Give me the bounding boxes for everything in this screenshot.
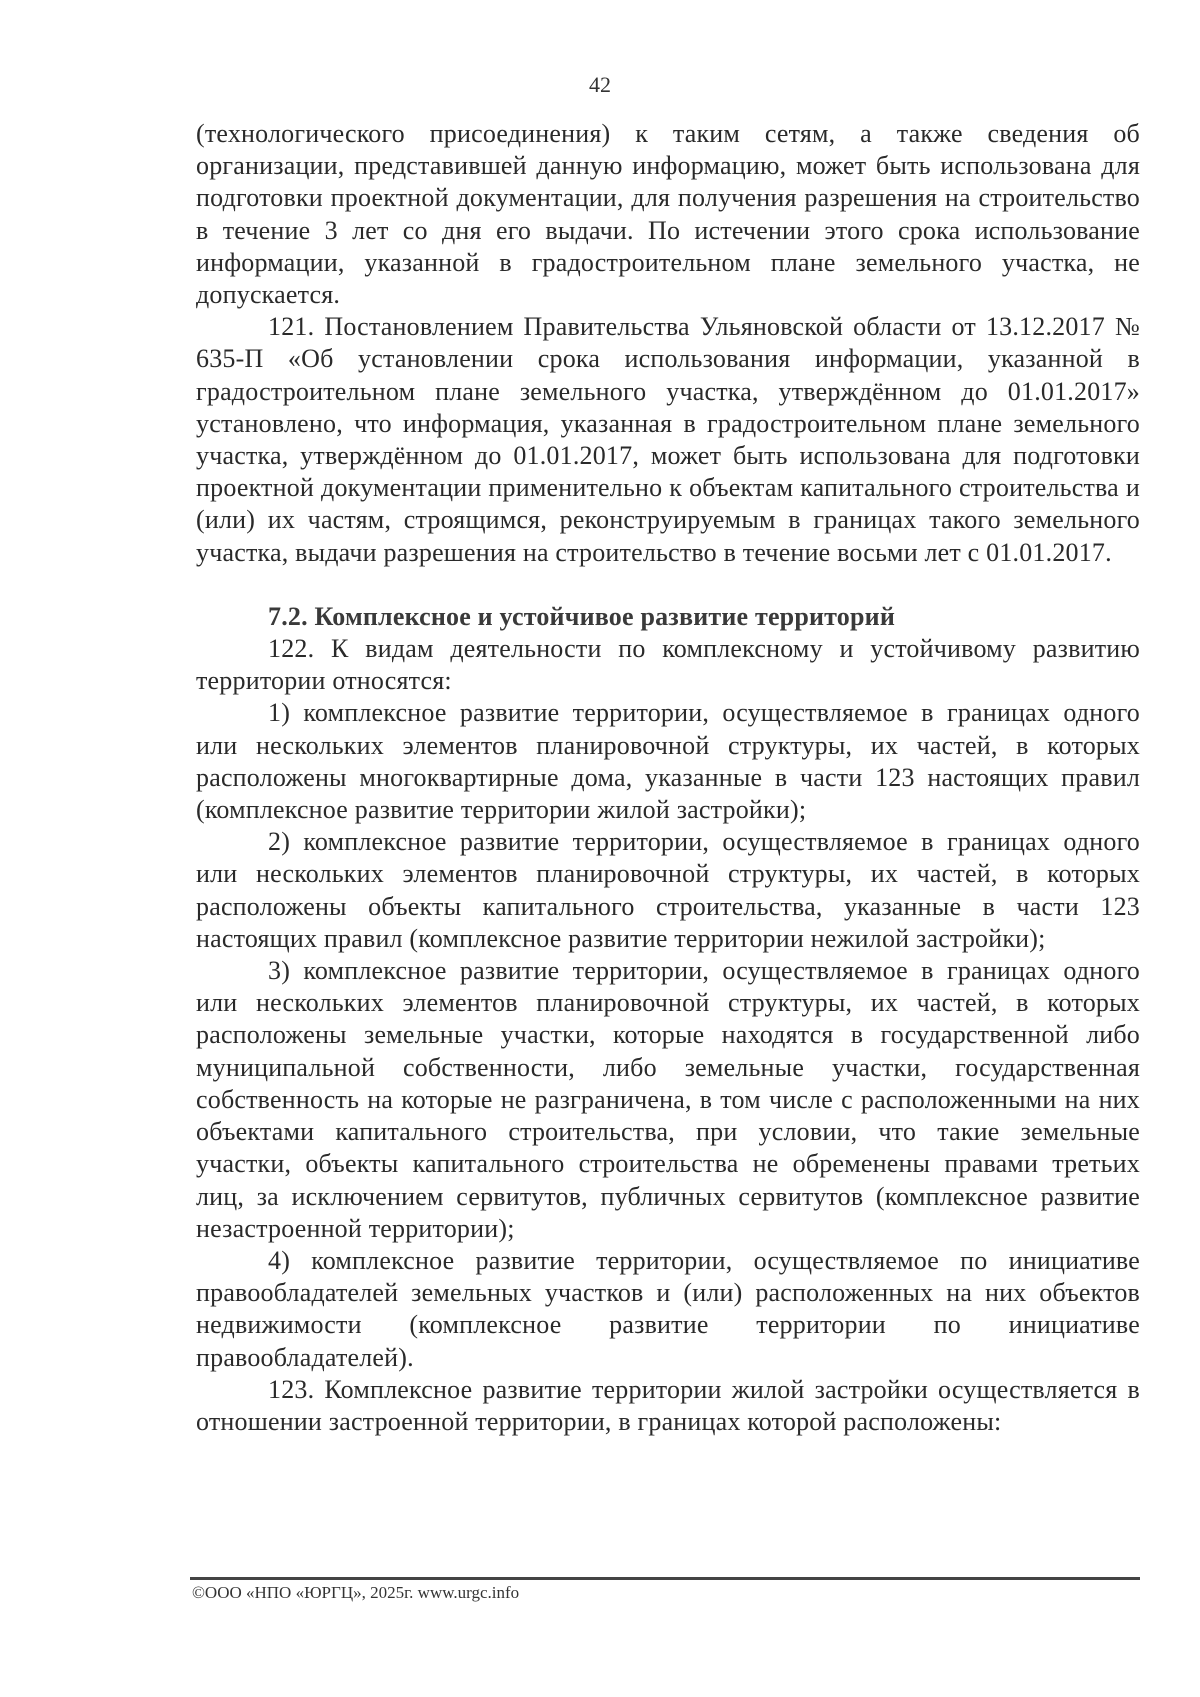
footer-divider xyxy=(190,1577,1140,1580)
list-item-2: 2) комплексное развитие территории, осуществляемое в границах одного или нескольких элементов планировочной структуры, их частей, в которых расположены объекты капитального строительства, указанные в части 123 настоящих правил (комплексное развитие территории нежилой застройки); xyxy=(196,827,1140,953)
paragraph-123: 123. Комплексное развитие территории жилой застройки осуществляется в отношении застроенной территории, в границах которой расположены: xyxy=(196,1374,1140,1436)
section-spacer xyxy=(196,569,1140,601)
document-body xyxy=(196,118,1140,1438)
footer-copyright: ©ООО «НПО «ЮРГЦ», 2025г. www.urgc.info xyxy=(192,1583,520,1602)
page-number: 42 xyxy=(589,72,611,97)
paragraph-continuation: (технологического присоединения) к таким сетям, а также сведения об организации, представившей данную информацию, может быть использована для подготовки проектной документации, для получения разрешения на строительство в течение 3 лет со дня его выдачи. По истечении этого срока использование информации, указанной в градостроительном плане земельного участка, не допускается. xyxy=(196,119,1140,310)
list-item-3: 3) комплексное развитие территории, осуществляемое в границах одного или нескольких элементов планировочной структуры, их частей, в которых расположены земельные участки, которые находятся в государственной либо муниципальной собственности, либо земельные участки, государственная собственность на которые не разграничена, в том числе с расположенными на них объектами капитального строительства, при условии, что такие земельные участки, объекты капитального строительства не обременены правами третьих лиц, за исключением сервитутов, публичных сервитутов (комплексное развитие незастроенной территории); xyxy=(196,956,1140,1243)
section-heading: 7.2. Комплексное и устойчивое развитие территорий xyxy=(268,601,896,631)
paragraph-122: 122. К видам деятельности по комплексному и устойчивому развитию территории относятся: xyxy=(196,634,1140,696)
list-item-1: 1) комплексное развитие территории, осуществляемое в границах одного или нескольких элементов планировочной структуры, их частей, в которых расположены многоквартирные дома, указанные в части 123 настоящих правил (комплексное развитие территории жилой застройки); xyxy=(196,698,1140,825)
paragraph-121: 121. Постановлением Правительства Ульяновской области от 13.12.2017 № 635-П «Об установлении срока использования информации, указанной в градостроительном плане земельного участка, утверждённом до 01.01.2017» установлено, что информация, указанная в градостроительном плане земельного участка, утверждённом до 01.01.2017, может быть использована для подготовки проектной документации применительно к объектам капитального строительства и (или) их частям, строящимся, реконструируемым в границах такого земельного участка, выдачи разрешения на строительство в течение восьми лет с 01.01.2017. xyxy=(196,312,1140,567)
list-item-4: 4) комплексное развитие территории, осуществляемое по инициативе правообладателей земельных участков и (или) расположенных на них объектов недвижимости (комплексное развитие территории по инициативе правообладателей). xyxy=(196,1245,1140,1372)
